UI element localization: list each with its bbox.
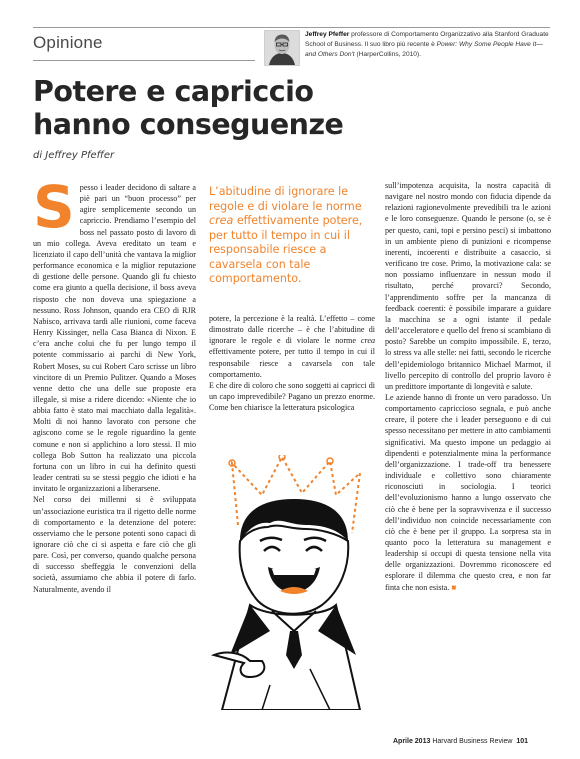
col1-text-1: pesso i leader decidono di saltare a piè pari un “buon processo” per agire semplicemente secondo un capriccio. Prendiamo l’esempio del boss nel passato posto di lavoro di un mio collega. Aveva ereditato un team e licenziato il capo dell’unità che vantava la miglior performance economica e la miglior reputazione di gestione delle persone. Quando gli fu chiesto come era giunto a quella decisione, il boss aveva risposto che non doveva una spiegazione a nessuno. Ross Johnson, quando era CEO di RJR Nabisco, arrivava tardi alle riunioni, come faceva Henry Kissinger, nella Casa Bianca di Nixon. E c’era anche colui che fu per lungo tempo il potente commissario ai parchi di New York, Robert Moses, su cui Robert Caro scrisse un libro vincitore di un Premio Pulitzer. Quando a Moses venne detto che una delle sue proposte era illegale, si mise a ridere dicendo: «Niente che io abbia fatto è stato mai macchiato dalla legalità». Molti di noi hanno lavorato con persone che agiscono come se le regole riguardino la gente comune e non si applichino a loro stessi. Il mio collega Bob Sutton ha realizzato una piccola fortuna con un libro in cui ha definito questi leader centrati su se stessi peggio che idioti e ha invitato le organizzazioni a liberarsene. bbox=[33, 183, 196, 494]
footer-publication: Harvard Business Review bbox=[432, 738, 513, 745]
section-rule bbox=[33, 60, 255, 61]
laughing-man-illustration bbox=[210, 455, 385, 710]
paragraph: Nel corso dei millenni si è sviluppata un’associazione euristica tra il rigetto delle norme di comportamento e la detenzione del potere: osserviamo che le persone potenti sono capaci di ignorare ciò che ci si aspetta e fare ciò che gli pare. Così, per converso, quando qualche persona di successo sbeffeggia le convenzioni della società, assumiamo che abbia il potere di farlo. Naturalmente, avendo il bbox=[33, 495, 196, 594]
pull-text-2: effettivamente potere, per tutto il tempo in cui il responsabile riesce a cavarsela con tale comportamento. bbox=[209, 214, 363, 285]
byline: di Jeffrey Pfeffer bbox=[33, 150, 115, 161]
section-label: Opinione bbox=[33, 33, 103, 52]
footer-page-number: 101 bbox=[516, 738, 529, 745]
author-bio bbox=[305, 30, 553, 60]
col2-emphasis: crea bbox=[360, 336, 375, 346]
footer-issue: Aprile 2013 bbox=[393, 738, 431, 745]
pull-quote bbox=[209, 185, 379, 287]
column-3 bbox=[385, 180, 551, 593]
column-2 bbox=[209, 313, 375, 413]
paragraph bbox=[33, 173, 196, 494]
pull-emphasis: crea bbox=[209, 214, 234, 227]
author-photo bbox=[264, 30, 300, 66]
pull-text-1: L’abitudine di ignorare le regole e di violare le norme bbox=[209, 185, 362, 213]
paragraph bbox=[385, 392, 551, 593]
end-mark-icon: ■ bbox=[451, 582, 457, 592]
paragraph: sull’impotenza acquisita, la nostra capacità di navigare nel nostro mondo con fiducia dipende da relazioni ragionevolmente prevedibili tra le azioni e le loro conseguenze. Quando le persone (o, se è per questo, cani, topi e persino pesci) si imbattono in un ambiente pieno di punizioni e ricompense inerenti, incoerenti e distribuite a casaccio, si verificano tre cose. Primo, la motivazione cala: se non possiamo influenzare in nessun modo il risultato, perché provarci? Secondo, l’apprendimento soffre per la mancanza di feedback coerenti: è possibile imparare a guidare la macchina se a ogni istante il pedale dell’acceleratore e quello del freno si scambiano di posto? Sarebbe un compito impossibile. E, terzo, lo stress va alle stelle: nei fatti, secondo le ricerche dell’epidemiologo britannico Michael Marmot, il livello percepito di controllo del proprio lavoro è un predittore importante di longevità e salute. bbox=[385, 181, 551, 391]
bio-text-1: professore di Comportamento Organizzativo alla Stanford Graduate School of Business. Il suo libro più recente è bbox=[305, 31, 549, 48]
page-footer bbox=[393, 738, 528, 745]
bio-text-2: (HarperCollins, 2010). bbox=[354, 51, 421, 58]
paragraph: E che dire di coloro che sono soggetti ai capricci di un capo imprevedibile? Pagano un prezzo enorme. Come ben chiarisce la letteratura psicologica bbox=[209, 380, 375, 413]
col2-text-a: potere, la percezione è la realtà. L’effetto – come dimostrato dalle ricerche – è che l’abitudine di ignorare le regole e di violare le norme bbox=[209, 314, 375, 346]
col3-text-2: Le aziende hanno di fronte un vero paradosso. Un comportamento capriccioso segnala, e può anche creare, il potere che i leader perseguono e di cui spesso necessitano per mettere in atto cambiamenti significativi. Ma questo impone un pedaggio ai dipendenti e potenzialmente mina la performance dell’organizzazione. I trade-off tra benessere individuale e collettivo sono chiaramente riconosciuti in sociologia. I teorici dell’evoluzionismo hanno a lungo osservato che ciò che è bene per la sopravvivenza e il successo dell’individuo non coincide necessariamente con ciò che è bene per il gruppo. La sorpresa sta in quanto poco la letteratura su management e leadership si occupi di questa tensione nella vita delle organizzazioni. Dovremmo riconoscere ed esplorare il dilemma che questo crea, e non far finta che non esista. bbox=[385, 392, 551, 592]
bio-book-title: Power: Why Some People Have It—and Others Don't bbox=[305, 41, 543, 58]
column-1 bbox=[33, 173, 196, 595]
drop-cap: S bbox=[33, 173, 75, 241]
headline-line-2: hanno conseguenze bbox=[33, 108, 344, 141]
paragraph bbox=[209, 313, 375, 380]
article-headline bbox=[33, 75, 363, 141]
col2-text-b: effettivamente potere, per tutto il tempo in cui il responsabile riesce a cavarsela con tale comportamento. bbox=[209, 347, 375, 379]
headline-line-1: Potere e capriccio bbox=[33, 75, 314, 108]
bio-name: Jeffrey Pfeffer bbox=[305, 31, 350, 38]
top-rule bbox=[33, 27, 550, 28]
